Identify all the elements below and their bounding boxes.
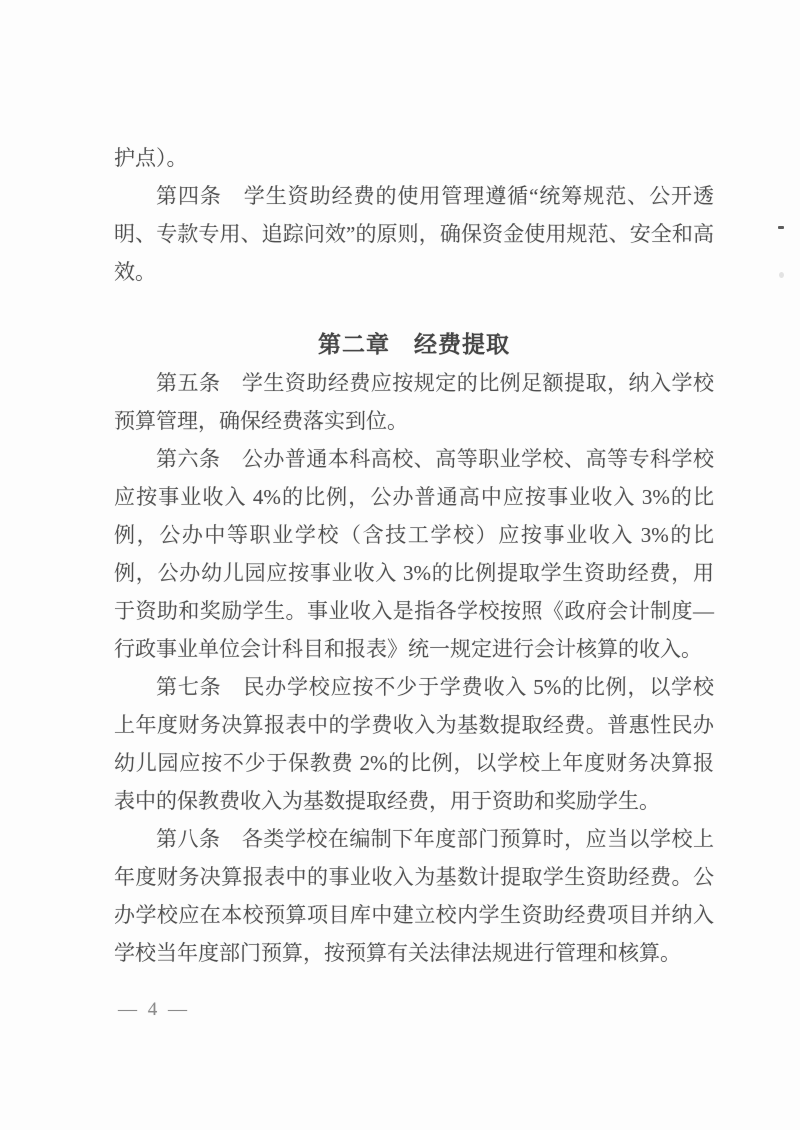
paragraph-continuation: 护点）。 [114, 146, 188, 170]
chapter-heading: 第二章 经费提取 [318, 331, 510, 357]
scan-speck [779, 272, 784, 278]
page-number: — 4 — [118, 999, 190, 1020]
document-body [114, 139, 714, 972]
paragraph-article-4: 第四条 学生资助经费的使用管理遵循“统筹规范、公开透明、专款专用、追踪问效”的原则，确保资金使用规范、安全和高效。 [114, 184, 714, 284]
paragraph-article-8: 第八条 各类学校在编制下年度部门预算时，应当以学校上年度财务决算报表中的事业收入为基数计提取学生资助经费。公办学校应在本校预算项目库中建立校内学生资助经费项目并纳入学校当年度部门预算，按预算有关法律法规进行管理和核算。 [114, 827, 714, 965]
paragraph-article-6: 第六条 公办普通本科高校、高等职业学校、高等专科学校应按事业收入 4%的比例，公办普通高中应按事业收入 3%的比例，公办中等职业学校（含技工学校）应按事业收入 3%的比例，公办幼儿园应按事业收入 3%的比例提取学生资助经费，用于资助和奖励学生。事业收入是指各学校按照《政府会计制度—行政事业单位会计科目和报表》统一规定进行会计核算的收入。 [114, 447, 714, 661]
scan-speck [778, 226, 784, 229]
paragraph-article-7: 第七条 民办学校应按不少于学费收入 5%的比例，以学校上年度财务决算报表中的学费收入为基数提取经费。普惠性民办幼儿园应按不少于保教费 2%的比例，以学校上年度财务决算报表中的保教费收入为基数提取经费，用于资助和奖励学生。 [114, 675, 714, 813]
paragraph-article-5: 第五条 学生资助经费应按规定的比例足额提取，纳入学校预算管理，确保经费落实到位。 [114, 371, 714, 433]
